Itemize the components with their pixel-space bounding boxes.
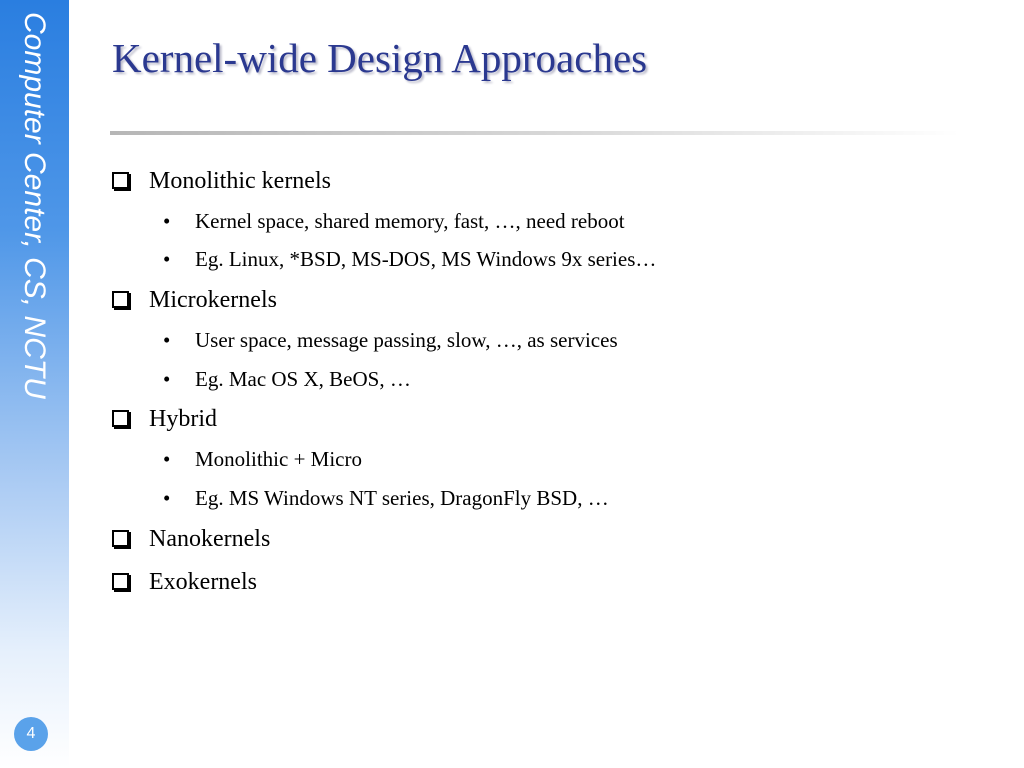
bullet-label: Monolithic kernels bbox=[149, 168, 331, 194]
bullet-label: Exokernels bbox=[149, 569, 257, 595]
sub-bullet-item bbox=[163, 208, 625, 234]
sub-bullet-item bbox=[163, 246, 656, 272]
sub-bullet-label: Eg. MS Windows NT series, DragonFly BSD, … bbox=[195, 486, 609, 510]
sub-bullet-item bbox=[163, 366, 411, 392]
sub-bullet-item bbox=[163, 485, 609, 511]
sub-bullet-label: Kernel space, shared memory, fast, …, need reboot bbox=[195, 209, 625, 233]
bullet-item bbox=[112, 285, 277, 315]
dot-bullet-icon: • bbox=[163, 486, 171, 510]
sub-bullet-label: Eg. Linux, *BSD, MS-DOS, MS Windows 9x series… bbox=[195, 247, 657, 271]
bullet-item bbox=[112, 567, 257, 597]
dot-bullet-icon: • bbox=[163, 447, 171, 471]
bullet-label: Microkernels bbox=[149, 287, 277, 313]
dot-bullet-icon: • bbox=[163, 328, 171, 352]
checkbox-bullet-icon bbox=[112, 573, 129, 590]
sub-bullet-label: Eg. Mac OS X, BeOS, … bbox=[195, 367, 411, 391]
checkbox-bullet-icon bbox=[112, 530, 129, 547]
sidebar-label: Computer Center, CS, NCTU bbox=[18, 12, 51, 399]
dot-bullet-icon: • bbox=[163, 367, 171, 391]
checkbox-bullet-icon bbox=[112, 172, 129, 189]
bullet-item bbox=[112, 166, 331, 196]
bullet-label: Hybrid bbox=[149, 406, 217, 432]
sub-bullet-item bbox=[163, 327, 618, 353]
page-number-badge: 4 bbox=[14, 717, 48, 751]
dot-bullet-icon: • bbox=[163, 247, 171, 271]
sub-bullet-label: User space, message passing, slow, …, as services bbox=[195, 328, 618, 352]
dot-bullet-icon: • bbox=[163, 209, 171, 233]
bullet-label: Nanokernels bbox=[149, 526, 271, 552]
checkbox-bullet-icon bbox=[112, 410, 129, 427]
slide-title: Kernel-wide Design Approaches bbox=[112, 35, 648, 81]
sub-bullet-label: Monolithic + Micro bbox=[195, 447, 362, 471]
checkbox-bullet-icon bbox=[112, 291, 129, 308]
bullet-item bbox=[112, 524, 270, 554]
bullet-item bbox=[112, 404, 217, 434]
sub-bullet-item bbox=[163, 446, 362, 472]
